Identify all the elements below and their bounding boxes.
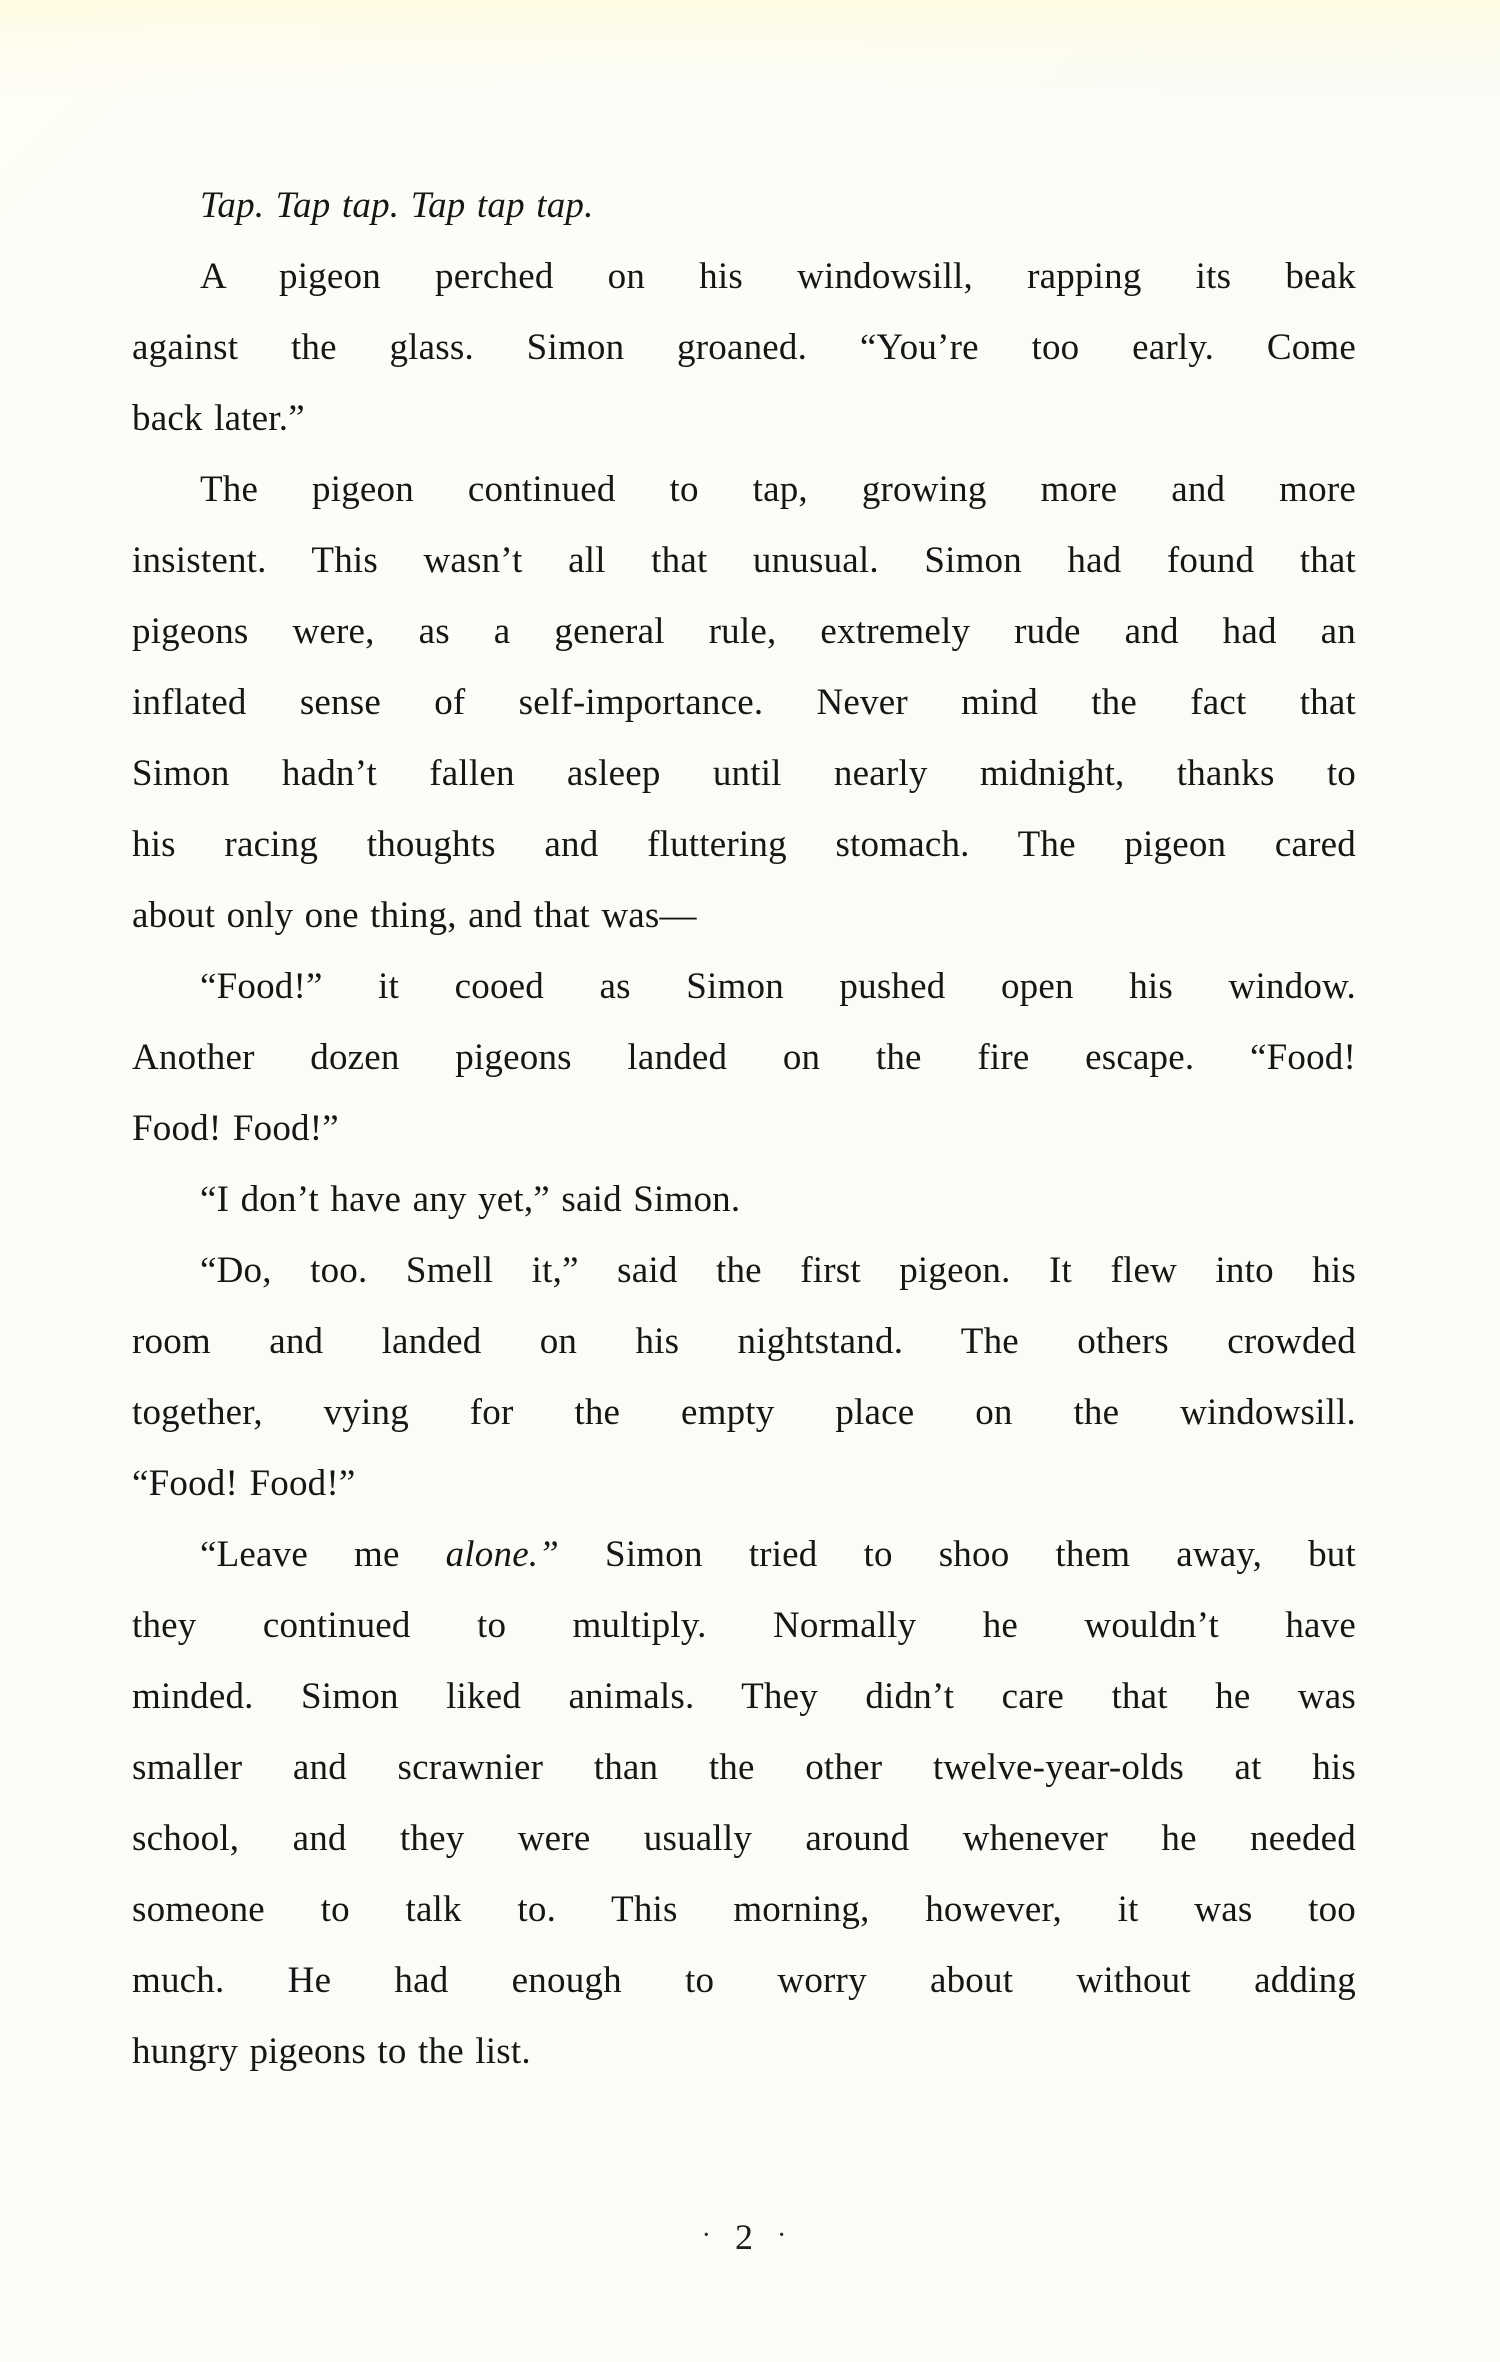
text-line: about only one thing, and that was— <box>132 895 697 936</box>
text-line: “I don’t have any yet,” said Simon. <box>200 1179 741 1220</box>
text-line: Tap. Tap tap. Tap tap tap. <box>200 185 594 226</box>
text-line: hungry pigeons to the list. <box>132 2031 531 2072</box>
text-line: “Food!” it cooed as Simon pushed open his window. <box>200 966 1356 1007</box>
page-number <box>132 2200 1356 2271</box>
page-number-right-dot: · <box>777 2220 787 2251</box>
text-line: inflated sense of self-importance. Never mind the fact that <box>132 682 1356 723</box>
text-line: school, and they were usually around whenever he needed <box>132 1818 1356 1859</box>
text-line: Food! Food!” <box>132 1108 339 1149</box>
text-line: The pigeon continued to tap, growing more and more <box>200 469 1356 510</box>
text-line: room and landed on his nightstand. The others crowded <box>132 1321 1356 1362</box>
text-line: “Food! Food!” <box>132 1463 356 1504</box>
text-line: someone to talk to. This morning, however, it was too <box>132 1889 1356 1930</box>
page-top-shading <box>0 0 1500 110</box>
text-line: together, vying for the empty place on the windowsill. <box>132 1392 1356 1433</box>
text-segment-italic: alone.” <box>445 1534 560 1575</box>
text-line <box>132 1519 1356 1590</box>
page-text <box>132 170 1356 2087</box>
page-number-left-dot: · <box>701 2220 711 2251</box>
text-line: they continued to multiply. Normally he wouldn’t have <box>132 1605 1356 1646</box>
page-number-value: 2 <box>735 2217 753 2257</box>
text-line: his racing thoughts and fluttering stomach. The pigeon cared <box>132 824 1356 865</box>
text-line: Simon hadn’t fallen asleep until nearly midnight, thanks to <box>132 753 1356 794</box>
text-line: much. He had enough to worry about without adding <box>132 1960 1356 2001</box>
text-line: “Do, too. Smell it,” said the first pigeon. It flew into his <box>200 1250 1356 1291</box>
text-line: Another dozen pigeons landed on the fire escape. “Food! <box>132 1037 1356 1078</box>
text-line: A pigeon perched on his windowsill, rapping its beak <box>200 256 1356 297</box>
text-line: insistent. This wasn’t all that unusual. Simon had found that <box>132 540 1356 581</box>
text-line: back later.” <box>132 398 305 439</box>
text-line: minded. Simon liked animals. They didn’t care that he was <box>132 1676 1356 1717</box>
text-line: against the glass. Simon groaned. “You’re too early. Come <box>132 327 1356 368</box>
text-line: pigeons were, as a general rule, extremely rude and had an <box>132 611 1356 652</box>
text-segment: “Leave me <box>200 1534 446 1575</box>
text-line: smaller and scrawnier than the other twelve-year-olds at his <box>132 1747 1356 1788</box>
text-segment: Simon tried to shoo them away, but <box>559 1534 1356 1575</box>
